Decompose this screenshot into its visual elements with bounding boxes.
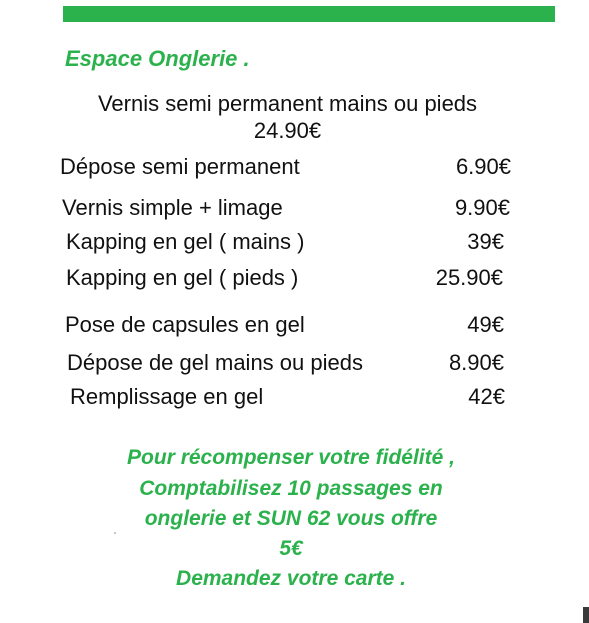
service-price: 39€ xyxy=(467,229,504,254)
service-price: 42€ xyxy=(468,384,505,409)
service-label: Pose de capsules en gel xyxy=(65,312,305,337)
price-row-depose-gel xyxy=(67,350,504,376)
service-label: Remplissage en gel xyxy=(70,384,264,409)
promo-line-5: Demandez votre carte . xyxy=(176,567,406,590)
intro-service-price: 24.90€ xyxy=(253,118,322,143)
service-label: Kapping en gel ( mains ) xyxy=(66,229,305,254)
price-row-kapping-pieds xyxy=(66,265,503,291)
service-label: Dépose de gel mains ou pieds xyxy=(67,350,363,375)
price-row-kapping-mains xyxy=(66,229,504,255)
service-price: 25.90€ xyxy=(435,265,503,290)
service-price: 6.90€ xyxy=(455,154,511,179)
service-label: Dépose semi permanent xyxy=(60,154,300,179)
scan-speck xyxy=(114,532,116,534)
green-header-bar xyxy=(63,6,555,22)
service-label: Kapping en gel ( pieds ) xyxy=(66,265,299,290)
service-label: Vernis simple + limage xyxy=(62,195,283,220)
service-price: 49€ xyxy=(467,312,504,337)
section-title: Espace Onglerie . xyxy=(65,46,250,71)
promo-line-3: onglerie et SUN 62 vous offre xyxy=(144,507,438,530)
price-row-depose-semi-permanent xyxy=(60,154,511,180)
corner-edge-mark xyxy=(583,607,589,623)
intro-service-label: Vernis semi permanent mains ou pieds xyxy=(97,91,478,116)
price-row-vernis-simple xyxy=(62,195,510,221)
promo-line-1: Pour récompenser votre fidélité , xyxy=(127,446,455,469)
service-price: 9.90€ xyxy=(454,195,510,220)
price-row-pose-capsules xyxy=(65,312,504,338)
promo-line-2: Comptabilisez 10 passages en xyxy=(139,477,443,500)
price-row-remplissage-gel xyxy=(70,384,505,410)
service-price: 8.90€ xyxy=(448,350,504,375)
promo-line-4: 5€ xyxy=(279,537,303,560)
